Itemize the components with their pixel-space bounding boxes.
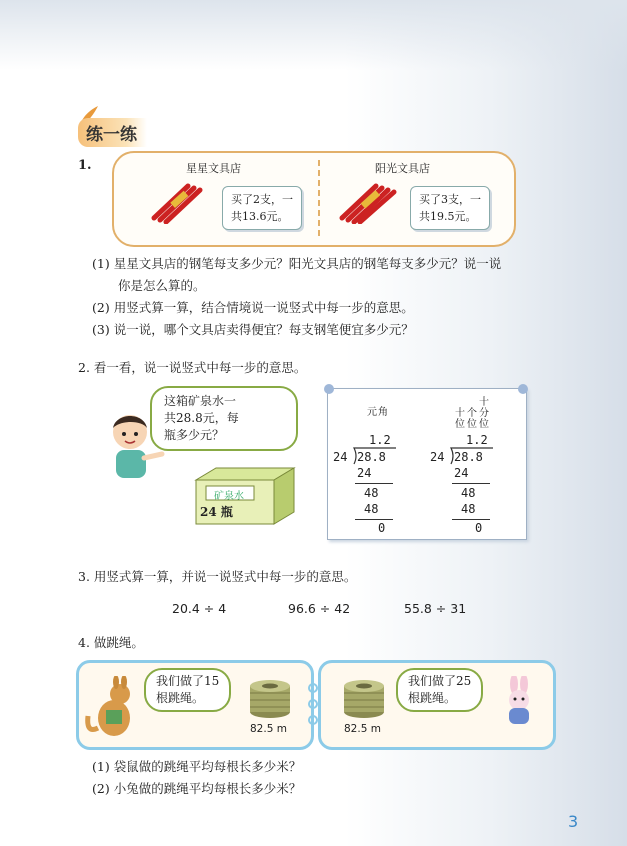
p1-q2-text: 用竖式算一算，结合情境说一说竖式中每一步的意思。: [113, 300, 414, 315]
right-head-shi: 十: [455, 408, 465, 419]
right-rule-1: [452, 483, 490, 484]
boy-speech-line2: 共28.8元，每: [164, 411, 239, 425]
expression-2: 96.6 ÷ 42: [288, 601, 351, 616]
rabbit-rope-length: 82.5 m: [344, 723, 381, 735]
section-title: 练一练: [78, 118, 147, 147]
problem-4-title: 4. 做跳绳。: [78, 635, 144, 650]
right-step-2: 48: [461, 486, 476, 500]
shop2-speech-line1: 买了3支，一: [419, 193, 481, 206]
problem-2-title: 2. 看一看，说一说竖式中每一步的意思。: [78, 360, 307, 375]
shop2-speech-line2: 共19.5元。: [419, 210, 477, 223]
p4-q2-text: 小兔做的跳绳平均每根长多少米？: [113, 781, 302, 796]
right-head-ge: 个: [467, 408, 477, 419]
pin-icon: [322, 382, 336, 396]
p4-question-1: [92, 756, 301, 778]
p1-q2-number: (2): [92, 300, 110, 315]
kangaroo-rope-length: 82.5 m: [250, 723, 287, 735]
p4-q1-text: 袋鼠做的跳绳平均每根长多少米？: [113, 759, 302, 774]
right-quotient: 1.2: [466, 433, 488, 447]
right-dividend: 28.8: [454, 450, 483, 464]
p1-question-1: [92, 253, 572, 275]
left-step-2: 48: [364, 486, 379, 500]
kangaroo-speech-line2: 根跳绳。: [156, 691, 205, 705]
boy-speech-line1: 这箱矿泉水一: [164, 394, 237, 408]
shop1-name: 星星文具店: [186, 162, 241, 175]
right-divisor: 24: [430, 450, 445, 464]
box-label: 矿泉水: [214, 491, 244, 502]
left-remainder: 0: [378, 521, 386, 535]
panel-connector: [306, 680, 320, 728]
shop2-speech: [410, 186, 490, 230]
p1-q1-text-line1: 星星文具店的钢笔每支多少元？阳光文具店的钢笔每支多少元？说一说: [113, 256, 502, 271]
kangaroo-speech-bubble: [144, 668, 231, 712]
p1-q1-number: (1): [92, 256, 110, 271]
p1-q3-text: 说一说，哪个文具店卖得便宜？每支钢笔便宜多少元？: [113, 322, 414, 337]
p4-q2-number: (2): [92, 781, 110, 796]
p1-q1-text-line2: 你是怎么算的。: [118, 278, 206, 293]
kangaroo-icon: [84, 676, 140, 738]
p1-q3-number: (3): [92, 322, 110, 337]
problem-3-title: 3. 用竖式算一算，并说一说竖式中每一步的意思。: [78, 569, 357, 584]
right-head-wei-1: 位: [455, 419, 465, 430]
expression-1: 20.4 ÷ 4: [172, 601, 227, 616]
left-divisor: 24: [333, 450, 348, 464]
right-head-wei-2: 位: [467, 419, 477, 430]
left-dividend: 28.8: [357, 450, 386, 464]
p1-question-2: [92, 297, 414, 319]
p4-q1-number: (1): [92, 759, 110, 774]
right-step-3: 48: [461, 502, 476, 516]
shop-divider: [318, 160, 320, 236]
left-rule-2: [355, 519, 393, 520]
shop1-speech-line2: 共13.6元。: [231, 210, 289, 223]
shop1-speech: [222, 186, 302, 230]
shop2-name: 阳光文具店: [375, 162, 430, 175]
boy-speech-line3: 瓶多少元？: [164, 428, 225, 442]
left-head-jiao: 角: [378, 407, 388, 418]
red-pens-icon: [336, 178, 402, 224]
rabbit-speech-line2: 根跳绳。: [408, 691, 457, 705]
p1-question-3: [92, 319, 414, 341]
rabbit-speech-bubble: [396, 668, 483, 712]
page-header-band: [0, 0, 627, 70]
right-head-fen: 分: [479, 408, 489, 419]
expression-3: 55.8 ÷ 31: [404, 601, 467, 616]
left-step-1: 24: [357, 466, 372, 480]
shop1-speech-line1: 买了2支，一: [231, 193, 293, 206]
rope-coil-icon: [340, 676, 388, 720]
page-number: 3: [568, 812, 579, 831]
rabbit-speech-line1: 我们做了25: [408, 674, 472, 688]
left-step-3: 48: [364, 502, 379, 516]
problem-1-number: 1.: [78, 158, 92, 173]
right-step-1: 24: [454, 466, 469, 480]
right-head-shi-top: 十: [479, 397, 489, 408]
pin-icon: [516, 382, 530, 396]
left-quotient: 1.2: [369, 433, 391, 447]
boy-speech-bubble: [150, 386, 298, 451]
right-remainder: 0: [475, 521, 483, 535]
p4-question-2: [92, 778, 301, 800]
left-head-yuan: 元: [367, 407, 377, 418]
right-rule-2: [452, 519, 490, 520]
rabbit-icon: [498, 676, 540, 730]
box-count: 24 瓶: [200, 505, 233, 519]
rope-coil-icon: [246, 676, 294, 720]
red-pens-icon: [148, 178, 208, 224]
left-rule-1: [355, 483, 393, 484]
right-head-wei-3: 位: [479, 419, 489, 430]
kangaroo-speech-line1: 我们做了15: [156, 674, 220, 688]
